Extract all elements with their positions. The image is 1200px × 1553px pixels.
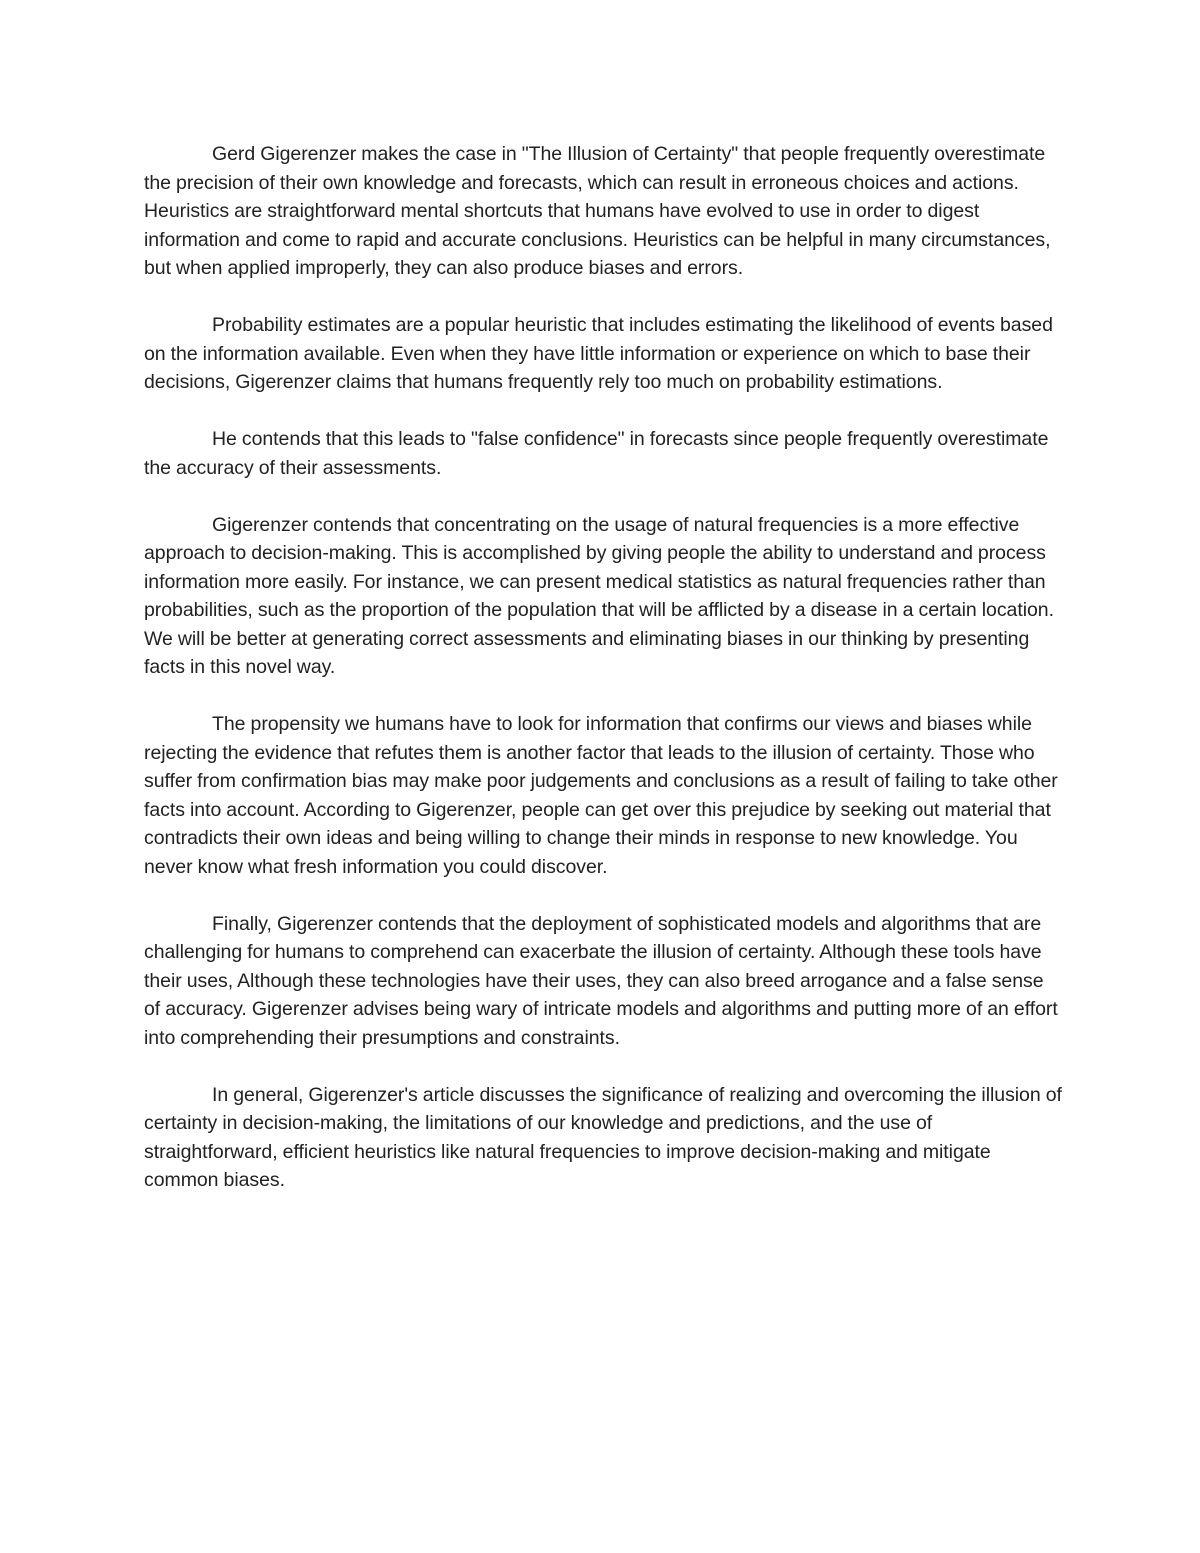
paragraph-1: Gerd Gigerenzer makes the case in "The Illusion of Certainty" that people frequently overestimate the precision of their own knowledge and forecasts, which can result in erroneous choices and actions. Heuristics are straightforward mental shortcuts that humans have evolved to use in order to digest information and come to rapid and accurate conclusions. Heuristics can be helpful in many circumstances, but when applied improperly, they can also produce biases and errors. (144, 143, 1051, 279)
paragraph-2: Probability estimates are a popular heuristic that includes estimating the likelihood of events based on the information available. Even when they have little information or experience on which to base their decisions, Gigerenzer claims that humans frequently rely too much on probability estimations. (144, 314, 1053, 393)
paragraph-3: He contends that this leads to "false confidence" in forecasts since people frequently overestimate the accuracy of their assessments. (144, 428, 1049, 479)
paragraph-7: In general, Gigerenzer's article discusses the significance of realizing and overcoming the illusion of certainty in decision-making, the limitations of our knowledge and predictions, and the use of straightforward, efficient heuristics like natural frequencies to improve decision-making and mitigate common biases. (144, 1083, 1062, 1191)
paragraph-6: Finally, Gigerenzer contends that the deployment of sophisticated models and algorithms that are challenging for humans to comprehend can exacerbate the illusion of certainty. Although these tools have their uses, Although these technologies have their uses, they can also breed arrogance and a false sense of accuracy. Gigerenzer advises being wary of intricate models and algorithms and putting more of an effort into comprehending their presumptions and constraints. (144, 912, 1058, 1049)
paragraph-5: The propensity we humans have to look for information that confirms our views and biases while rejecting the evidence that refutes them is another factor that leads to the illusion of certainty. Those who suffer from confirmation bias may make poor judgements and conclusions as a result of failing to take other facts into account. According to Gigerenzer, people can get over this prejudice by seeking out material that contradicts their own ideas and being willing to change their minds in response to new knowledge. You never know what fresh information you could discover. (144, 713, 1058, 878)
document-body (144, 140, 1062, 1223)
paragraph-4: Gigerenzer contends that concentrating on the usage of natural frequencies is a more effective approach to decision-making. This is accomplished by giving people the ability to understand and process information more easily. For instance, we can present medical statistics as natural frequencies rather than probabilities, such as the proportion of the population that will be afflicted by a disease in a certain location. We will be better at generating correct assessments and eliminating biases in our thinking by presenting facts in this novel way. (144, 513, 1054, 678)
